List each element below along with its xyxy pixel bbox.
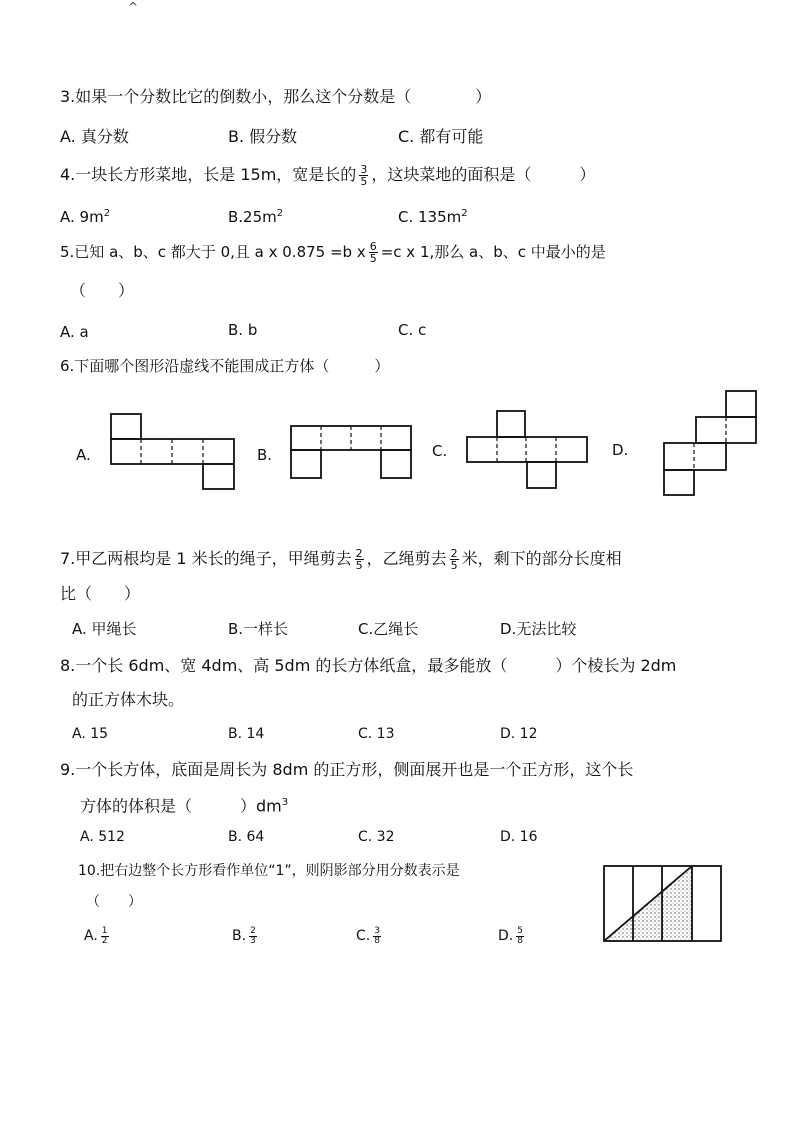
q5-answer-blank: （ ） (70, 281, 135, 300)
q8-option-c: C. 13 (358, 726, 395, 742)
question-9: 9.一个长方体，底面是周长为 8dm 的正方形，侧面展开也是一个正方形，这个长 (60, 760, 634, 779)
q10-option-b: B. $\frac{2}{3}$ (232, 925, 256, 946)
q7-text: 7.甲乙两根均是 1 米长的绳子，甲绳剪去 (60, 549, 352, 568)
q9-option-c: C. 32 (358, 829, 395, 845)
q6-net-b (290, 425, 415, 481)
q6-label-b: B. (257, 446, 273, 464)
q6-label-c: C. (432, 442, 448, 460)
q4-option-b: $B.25m^2$ (228, 208, 284, 226)
question-4 (60, 164, 595, 187)
q9-option-d: D. 16 (500, 829, 538, 845)
q5-option-b: B. b (228, 321, 258, 339)
q8-option-a: A. 15 (72, 726, 109, 742)
q10-fraction-d: $\frac{5}{8}$ (517, 925, 523, 946)
question-7 (60, 548, 622, 571)
question-10: 10.把右边整个长方形看作单位“1”，则阴影部分用分数表示是 (78, 863, 460, 879)
q10-fraction-b: $\frac{2}{3}$ (250, 925, 256, 946)
q4-option-c: C. $135m^2$ (398, 208, 468, 226)
q10-fraction-a: $\frac{1}{2}$ (101, 925, 108, 946)
q7-fraction-2: $\frac{2}{5}$ (450, 547, 458, 572)
question-3: 3.如果一个分数比它的倒数小，那么这个分数是（ ） (60, 87, 492, 106)
q6-net-d (662, 390, 762, 498)
q8-option-d: D. 12 (500, 726, 538, 742)
q10-option-d: D. $\frac{5}{8}$ (498, 925, 523, 946)
q10-option-a: A. $\frac{1}{2}$ (84, 925, 108, 946)
question-6: 6.下面哪个图形沿虚线不能围成正方体（ ） (60, 357, 390, 375)
q4-text: 4.一块长方形菜地，长是 15m，宽是长的 (60, 165, 357, 184)
q4-option-a: A. $9m^2$ (60, 208, 111, 226)
q7-text-mid: ，乙绳剪去 (366, 549, 447, 568)
q5-text-post: =c x 1,那么 a、b、c 中最小的是 (380, 243, 606, 261)
q3-option-c: C. 都有可能 (398, 127, 484, 146)
q6-label-d: D. (612, 441, 629, 459)
q7-fraction-1: $\frac{2}{5}$ (355, 547, 363, 572)
q6-net-a (110, 413, 240, 491)
q7-option-b: B.一样长 (228, 620, 289, 638)
q6-label-a: A. (76, 446, 91, 464)
q4-fraction: $\frac{3}{5}$ (360, 163, 368, 188)
q3-option-b: B. 假分数 (228, 127, 298, 146)
q8-line-2: 的正方体木块。 (72, 690, 185, 709)
question-5 (60, 241, 606, 264)
q5-fraction: $\frac{6}{5}$ (369, 240, 377, 265)
q3-option-a: A. 真分数 (60, 127, 129, 146)
q10-option-c: C. $\frac{3}{8}$ (356, 925, 380, 946)
q10-rectangle-figure (602, 864, 724, 944)
q7-option-a: A. 甲绳长 (72, 620, 137, 638)
question-8: 8.一个长 6dm、宽 4dm、高 5dm 的长方体纸盒，最多能放（ ）个棱长为 2dm (60, 656, 677, 675)
q9-line-2: 方体的体积是（ ）$dm^3$ (80, 796, 289, 816)
q9-option-b: B. 64 (228, 829, 265, 845)
q7-option-d: D.无法比较 (500, 620, 577, 638)
q7-text-post: 米，剩下的部分长度相 (461, 549, 622, 568)
q6-net-c (466, 410, 591, 490)
q7-option-c: C.乙绳长 (358, 620, 419, 638)
q10-line-2: （ ） (86, 894, 142, 910)
q4-text-post: ，这块菜地的面积是（ ） (371, 165, 596, 184)
q8-option-b: B. 14 (228, 726, 265, 742)
q9-option-a: A. 512 (80, 829, 125, 845)
q5-text: 5.已知 a、b、c 都大于 0,且 a x 0.875 =b x (60, 243, 366, 261)
q5-option-a: A. a (60, 323, 89, 341)
q10-fraction-c: $\frac{3}{8}$ (374, 925, 380, 946)
scan-mark: ^ (128, 0, 139, 14)
q5-option-c: C. c (398, 321, 427, 339)
q7-line-2: 比（ ） (60, 584, 141, 603)
